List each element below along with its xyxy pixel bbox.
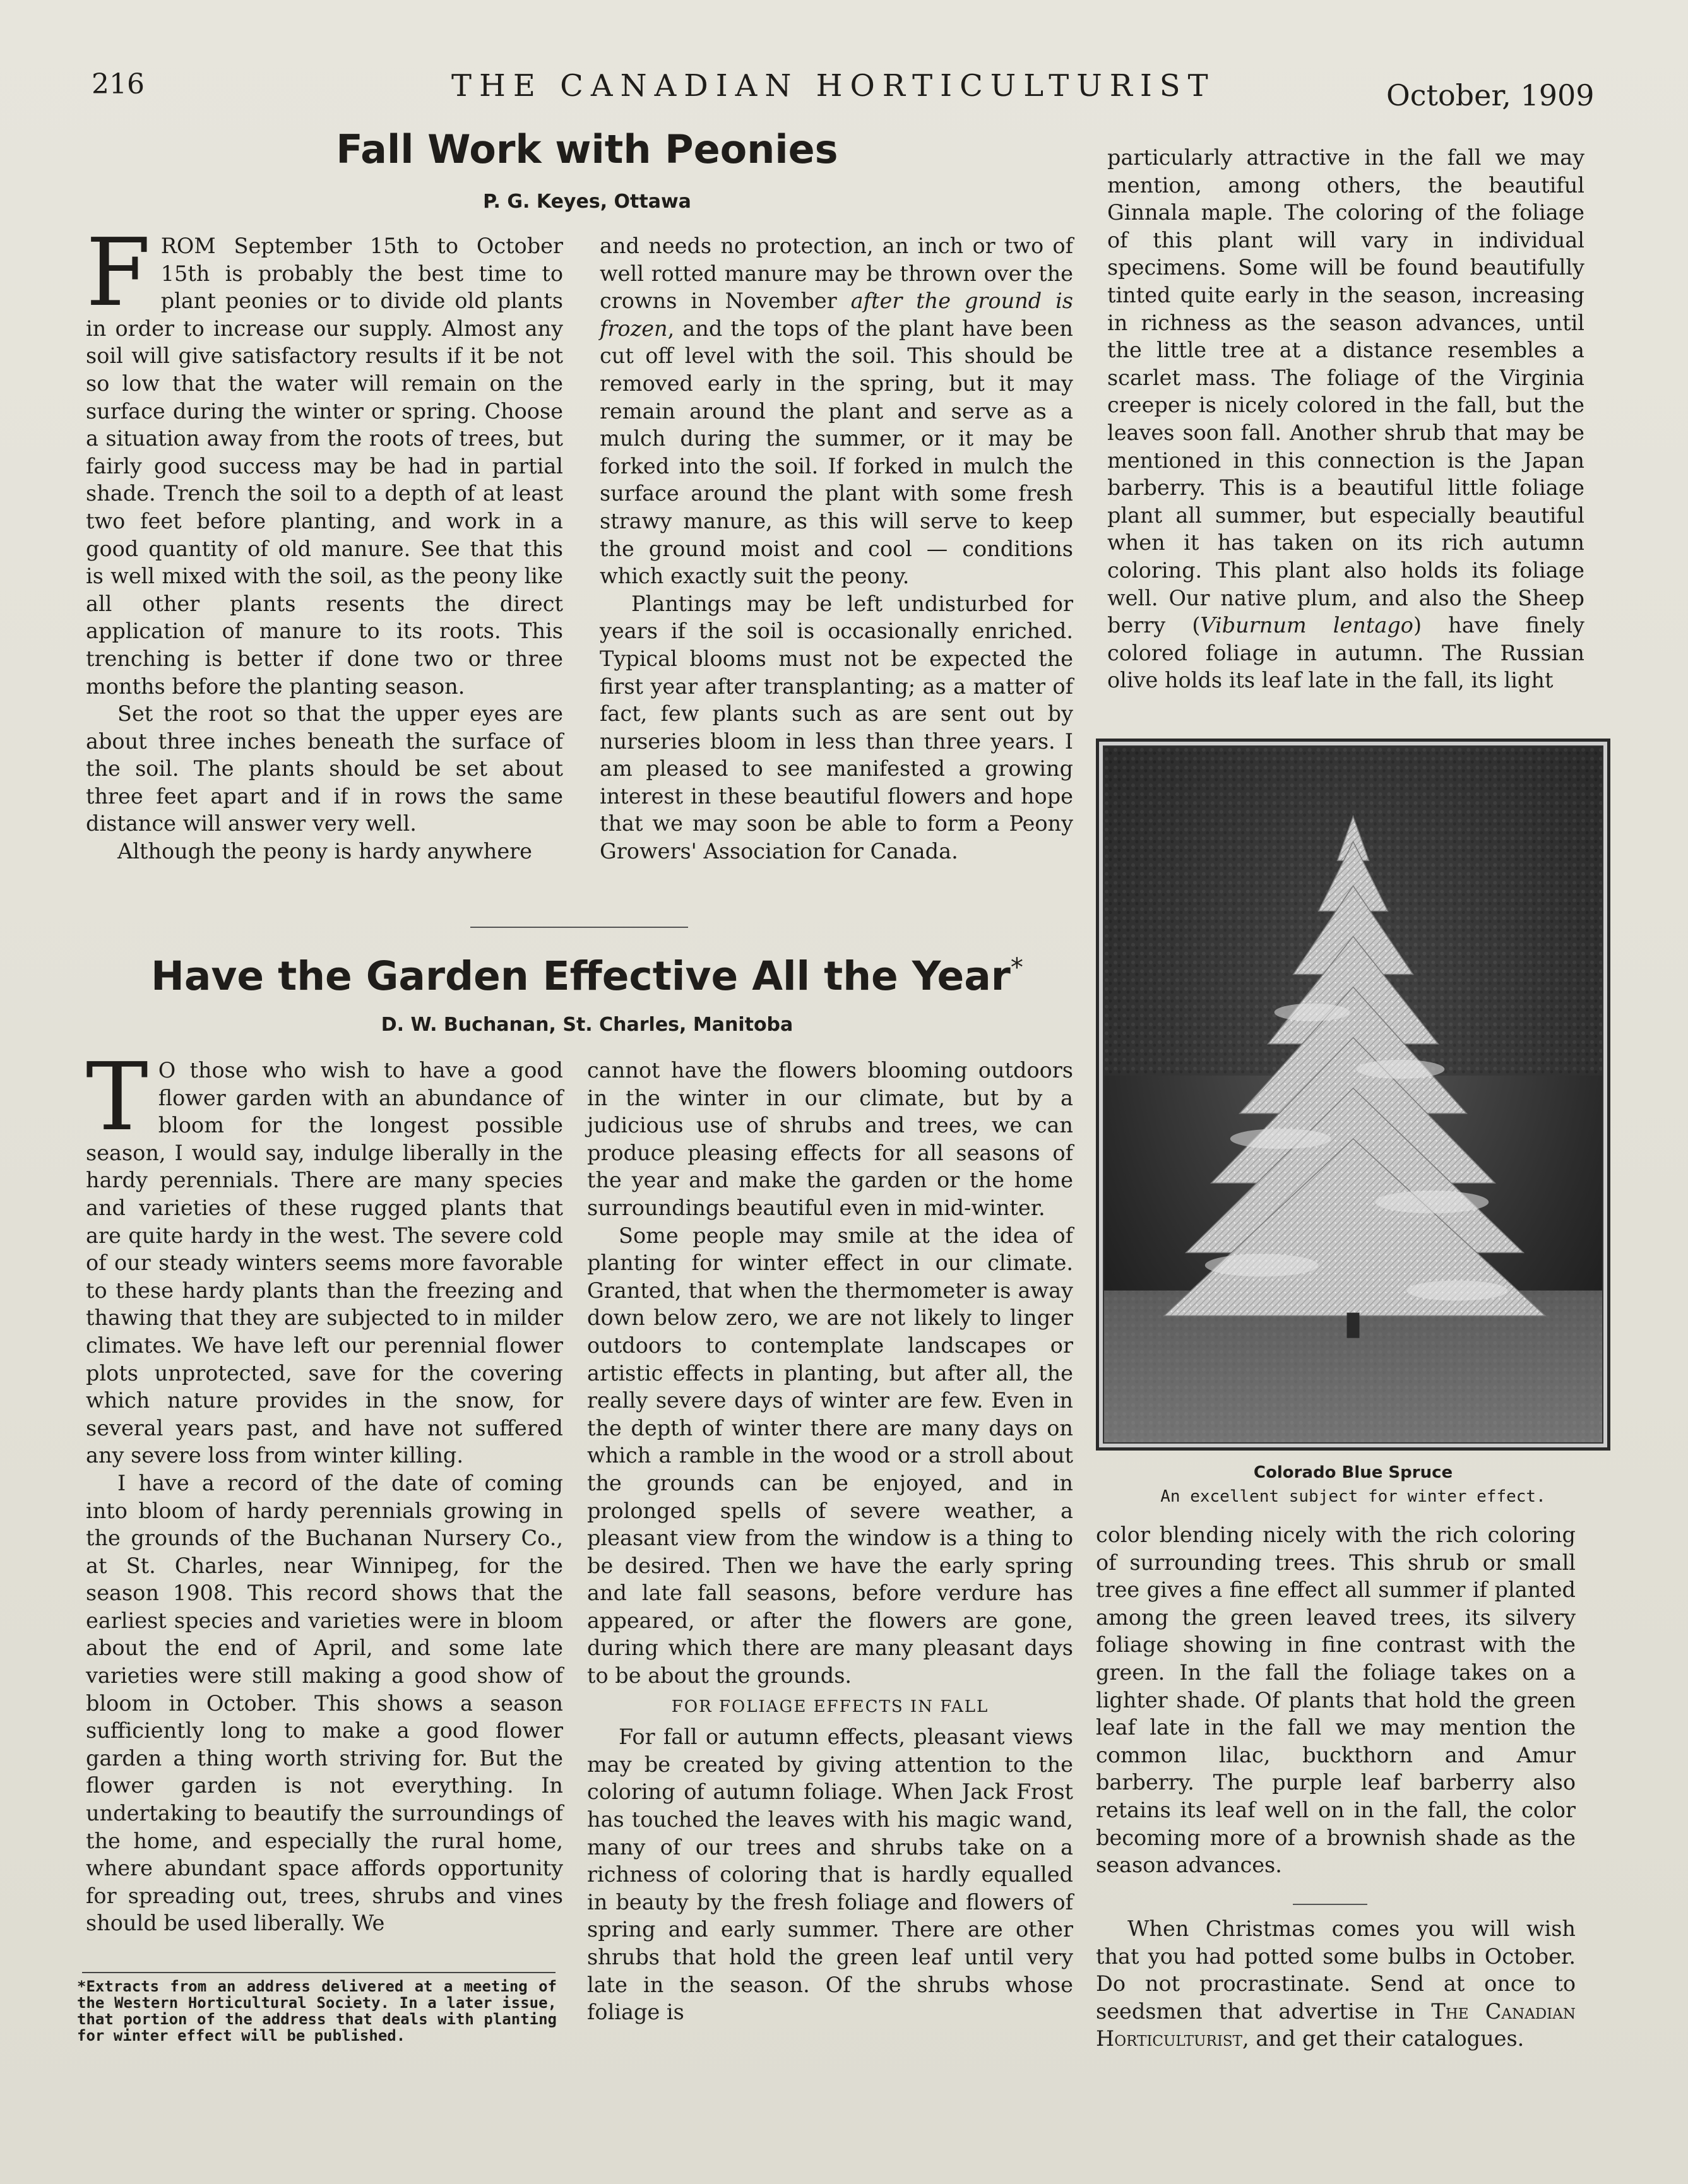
article-1-title: Fall Work with Peonies <box>336 126 838 172</box>
article-2-column-2 <box>587 1057 1073 2026</box>
paragraph-text: O those who wish to have a good flower garden with an abundance of bloom for the longest possible season, I would say, indulge liberally in the hardy perennials. There are many species and varieties of these rugged plants that are quite hardy in the west. The severe cold of our steady winters seems more favorable to these hardy plants than the freezing and thawing that they are subjected to in milder climates. We have left our perennial flower plots unprotected, save for the covering which nature provides in the snow, for several years past, and have not suffered any severe loss from winter killing. <box>86 1058 563 1468</box>
italic-text: after the ground is frozen <box>600 288 1073 341</box>
paragraph-text: ROM September 15th to October 15th is probably the best time to plant peonies or to divide old plants in order to increase our supply. Almost any soil will give satisfactory results if it be not so low that the water will remain on the surface during the winter or spring. Choose a situation away from the roots of trees, but fairly good success may be had in partial shade. Trench the soil to a depth of at least two feet before planting, and work in a good quantity of old manure. See that this is well mixed with the soil, as the peony like all other plants resents the direct application of manure to its roots. This trenching is better if done two or three months before the planting season. <box>86 234 563 699</box>
drop-cap: T <box>86 1043 148 1151</box>
section-divider <box>470 927 688 928</box>
article-2-title-text: Have the Garden Effective All the Year <box>151 953 1011 999</box>
article-1-byline: P. G. Keyes, Ottawa <box>483 191 691 213</box>
article-2-paragraph: For fall or autumn effects, pleasant views may be created by giving attention to the coloring of autumn foliage. When Jack Frost has touched the leaves with his magic wand, many of our trees and shrubs take on a richness of coloring that is hardly equalled in beauty by the fresh foliage and flowers of spring and early summer. There are other shrubs that hold the green leaf until very late in the season. Of the shrubs whose foliage is <box>587 1724 1073 2025</box>
section-subheading: FOR FOLIAGE EFFECTS IN FALL <box>671 1697 989 1716</box>
article-2-column-1 <box>86 1043 563 1937</box>
notice-paragraph <box>1096 1915 1576 2053</box>
article-2-paragraph <box>86 1043 563 1469</box>
article-1-paragraph <box>600 232 1073 590</box>
notice-text: When Christmas comes you will wish that you had potted some bulbs in October. Do not procrastinate. Send at once to seedsmen that advertise in <box>1096 1916 1576 2024</box>
photo-image-area <box>1103 745 1603 1444</box>
article-2-title <box>82 953 1092 999</box>
paragraph-text: particularly attractive in the fall we may mention, among others, the beautiful Ginnala maple. The coloring of the foliage of this plant will vary in individual specimens. Some will be found beautifully tinted quite early in the season, increasing in richness as the season advances, until the little tree at a distance resembles a scarlet mass. The foliage of the Virginia creeper is nicely colored in the fall, but the leaves soon fall. Another shrub that may be mentioned in this connection is the Japan barberry. This is a beautiful little foliage plant all summer, but especially beautiful when it has taken on its rich autumn coloring. This plant also holds its foliage well. Our native plum, and also the Sheep berry ( <box>1107 145 1584 638</box>
article-1-paragraph <box>86 218 563 700</box>
footnote-mark: * <box>1010 953 1023 982</box>
article-2-paragraph <box>1107 144 1584 694</box>
notice-text: , and get their catalogues. <box>1242 2026 1525 2051</box>
article-2-paragraph: color blending nicely with the rich coloring of surrounding trees. This shrub or small tree gives a fine effect all summer if planted among the green leaved trees, its silvery foliage showing in fine contrast with the green. In the fall the foliage takes on a lighter shade. Of plants that hold the green leaf late in the fall we may mention the common lilac, buckthorn and Amur barberry. The purple leaf barberry also retains its leaf well on in the fall, the color becoming more of a brownish shade as the season advances. <box>1096 1522 1576 1878</box>
italic-text: Viburnum lentago <box>1200 613 1413 638</box>
article-1-column-2 <box>600 232 1073 865</box>
article-2-byline: D. W. Buchanan, St. Charles, Manitoba <box>381 1014 793 1036</box>
article-2-paragraph: Some people may smile at the idea of planting for winter effect in our climate. Granted, that when the thermometer is away down below zero, we are not likely to linger outdoors to contemplate landscapes or artistic effects in planting, but after all, the really severe days of winter are few. Even in the depth of winter there are many days on which a ramble in the wood or a stroll about the grounds can be enjoyed, and in prolonged spells of severe weather, a pleasant view from the window is a thing to be desired. Then we have the early spring and late fall seasons, before verdure has appeared, or after the flowers are gone, during which there are many pleasant days to be about the grounds. <box>587 1223 1073 1688</box>
article-1-column-1 <box>86 218 563 865</box>
paragraph-text: , and the tops of the plant have been cut off level with the soil. This should be removed early in the spring, but it may remain around the plant and serve as a mulch during the summer, or it may be forked into the soil. If forked in mulch the surface around the plant with some fresh strawy manure, as this will serve to keep the ground moist and cool — conditions which exactly suit the peony. <box>600 316 1073 589</box>
footnote-rule <box>82 1972 556 1973</box>
photo-caption-title: Colorado Blue Spruce <box>1253 1463 1453 1482</box>
notice-divider <box>1293 1904 1367 1905</box>
article-1-paragraph: Set the root so that the upper eyes are about three inches beneath the surface of the soil. The plants should be set about three feet apart and if in rows the same distance will answer very well. <box>86 701 563 836</box>
page-number: 216 <box>92 68 145 100</box>
spruce-tree-illustration <box>1104 747 1602 1442</box>
spruce-photo <box>1096 739 1610 1451</box>
seed-bulb-notice <box>1096 1915 1576 2053</box>
paragraph-text: ) have finely colored foliage in autumn. The Russian olive holds its leaf late in the fall, its light <box>1107 613 1584 693</box>
paragraph-text: and needs no protection, an inch or two of well rotted manure may be thrown over the crowns in November <box>600 234 1073 314</box>
article-2-column-3-bottom <box>1096 1521 1576 1879</box>
article-2-paragraph: I have a record of the date of coming into bloom of hardy perennials growing in the grounds of the Buchanan Nursery Co., at St. Charles, near Winnipeg, for the season 1908. This record shows that the earliest species and varieties were in bloom about the end of April, and some late varieties were still making a good show of bloom in October. This shows a season sufficiently long to make a good flower garden a thing worth striving for. But the flower garden is not everything. In undertaking to beautify the surroundings of the home, and especially the rural home, where abundant space affords opportunity for spreading out, trees, shrubs and vines should be used liberally. We <box>86 1470 563 1936</box>
photo-caption-subtitle: An excellent subject for winter effect. <box>1160 1487 1546 1506</box>
drop-cap: F <box>86 218 151 327</box>
issue-date: October, 1909 <box>1386 78 1595 112</box>
article-2-paragraph: cannot have the flowers blooming outdoors in the winter in our climate, but by a judicious use of shrubs and trees, we can produce pleasing effects for all seasons of the year and make the garden or the home surroundings beautiful even in mid-winter. <box>587 1058 1073 1220</box>
article-2-column-3-top <box>1107 144 1584 694</box>
article-1-paragraph: Although the peony is hardy anywhere <box>117 839 532 864</box>
journal-title: THE CANADIAN HORTICULTURIST <box>451 68 1216 104</box>
footnote: *Extracts from an address delivered at a meeting of the Western Horticultural Society. In a later issue, that portion of the address that deals with planting for winter effect will be published. <box>77 1978 557 2045</box>
article-1-paragraph: Plantings may be left undisturbed for years if the soil is occasionally enriched. Typical blooms must not be expected the first year after transplanting; as a matter of fact, few plants such as are sent out by nurseries bloom in less than three years. I am pleased to see manifested a growing interest in these beautiful flowers and hope that we may soon be able to form a Peony Growers' Association for Canada. <box>600 591 1073 864</box>
notice-journal-name: The Canadian Horticulturist <box>1096 1998 1576 2051</box>
